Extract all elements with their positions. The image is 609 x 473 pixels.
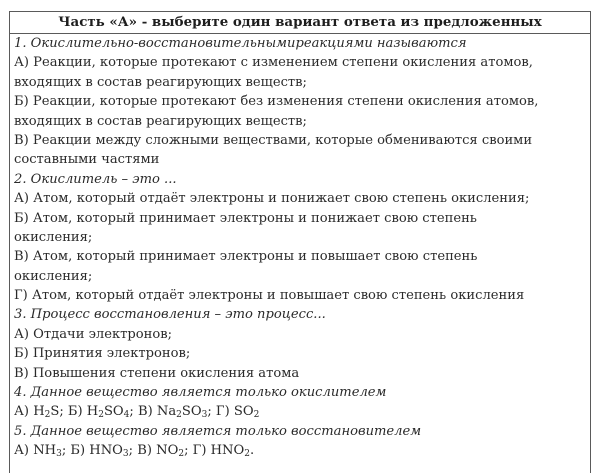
- q4-d-formula: $SO_2$: [233, 404, 260, 421]
- q1-option-c-line-2: составными частями: [14, 152, 160, 168]
- q2-option-b-line-1: Б) Атом, который принимает электроны и понижает свою степень: [14, 210, 477, 226]
- q3-option-a: А) Отдачи электронов;: [14, 326, 173, 342]
- question-1: 1. Окислительно-восстановительнымиреакциями называются: [14, 36, 467, 51]
- q5-d-label: Г): [192, 443, 211, 459]
- q1-option-a-line-2: входящих в состав реагирующих веществ;: [14, 74, 307, 90]
- question-3: 3. Процесс восстановления – это процесс...: [14, 307, 326, 323]
- questions-body: [10, 34, 590, 461]
- q4-c-label: В): [137, 404, 157, 420]
- q1-option-b-line-2: входящих в состав реагирующих веществ;: [14, 113, 307, 129]
- q5-d-formula: $HNO_2$.: [210, 443, 255, 460]
- question-2: 2. Окислитель – это ...: [14, 171, 177, 187]
- q5-c-label: В): [137, 443, 157, 459]
- q2-option-a: А) Атом, который отдаёт электроны и понижает свою степень окисления;: [14, 191, 530, 207]
- q5-a-formula: $NH_3$;: [33, 443, 71, 460]
- q4-d-label: Г): [215, 404, 234, 420]
- q1-option-c-line-1: В) Реакции между сложными веществами, которые обмениваются своими: [14, 132, 533, 148]
- question-5: 5. Данное вещество является только восстановителем: [14, 423, 422, 439]
- q4-a-label: А): [14, 404, 34, 420]
- q5-c-formula: $NO_2$;: [156, 443, 193, 460]
- q4-b-formula: $H_2SO_4$;: [86, 404, 138, 421]
- q4-c-formula: $Na_2SO_3$;: [156, 404, 216, 421]
- q4-a-formula: $H_2S$;: [33, 404, 68, 421]
- q4-b-label: Б): [67, 404, 87, 420]
- q5-b-label: Б): [70, 443, 90, 459]
- q1-option-a-line-1: А) Реакции, которые протекают с изменением степени окисления атомов,: [14, 55, 533, 71]
- q5-b-formula: $HNO_3$;: [89, 443, 138, 460]
- q2-option-d: Г) Атом, который отдаёт электроны и повышает свою степень окисления: [14, 288, 525, 304]
- q3-option-c: В) Повышения степени окисления атома: [14, 365, 300, 381]
- q5-a-label: А): [14, 443, 34, 459]
- q3-option-b: Б) Принятия электронов;: [14, 346, 191, 362]
- q2-option-b-line-2: окисления;: [14, 229, 93, 245]
- quiz-sheet: [9, 11, 591, 473]
- q2-option-c-line-1: В) Атом, который принимает электроны и повышает свою степень: [14, 249, 478, 265]
- q4-options: [14, 402, 590, 421]
- q5-options: [14, 441, 590, 460]
- q1-option-b-line-1: Б) Реакции, которые протекают без изменения степени окисления атомов,: [14, 94, 539, 110]
- question-4: 4. Данное вещество является только окислителем: [14, 385, 387, 401]
- section-header: Часть «А» - выберите один вариант ответа из предложенных: [10, 12, 590, 34]
- q2-option-c-line-2: окисления;: [14, 268, 93, 284]
